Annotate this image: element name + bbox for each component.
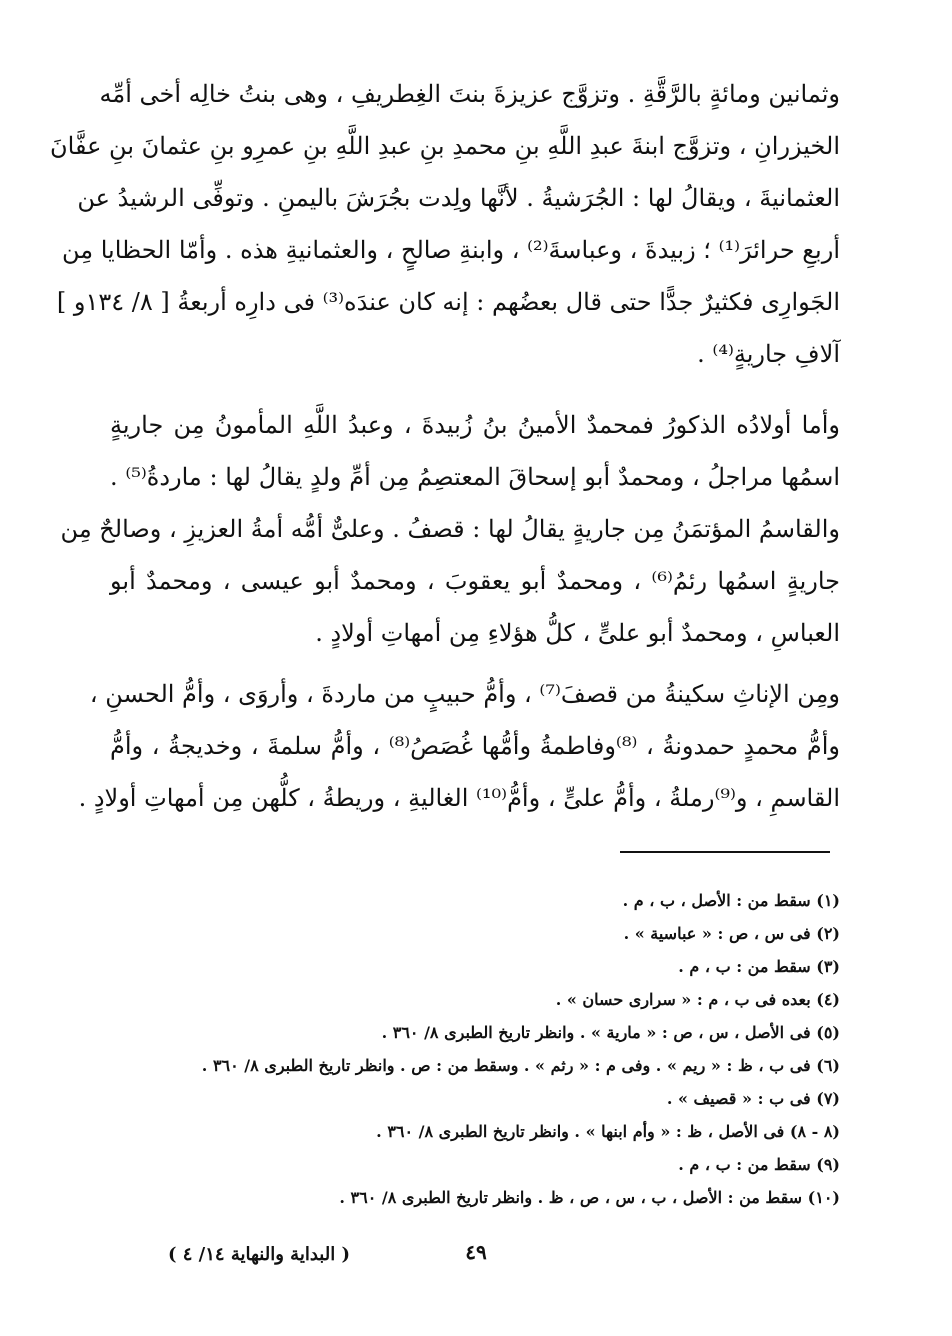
body-line: القاسمِ ، و⁽⁹⁾رملةُ ، وأمُّ علىٍّ ، وأمُّ⁽¹⁰⁾ الغاليةِ ، وريطةُ ، كلُّهن مِن أمهاتِ أولادٍ .	[78, 784, 840, 812]
body-line: العباسِ ، ومحمدٌ أبو علىٍّ ، كلُّ هؤلاءِ مِن أمهاتِ أولادٍ .	[315, 619, 840, 647]
footnote: (٤) بعده فى ب ، م : « سرارى حسان » .	[555, 990, 840, 1009]
body-line: ومِن الإناثِ سكينةُ من قصفَ⁽⁷⁾ ، وأمُّ حبيبٍ من ماردةَ ، وأروَى ، وأمُّ الحسنِ ،	[89, 680, 840, 708]
book-title: ( البداية والنهاية ١٤/ ٤ )	[167, 1244, 350, 1265]
body-line: وأمُّ محمدٍ حمدونةُ ، ⁽⁸⁾وفاطمةُ وأمُّها غُصَصُ⁽⁸⁾ ، وأمُّ سلمةَ ، وخديجةُ ، وأمُّ	[110, 732, 840, 760]
body-line: الخيزرانِ ، وتزوَّج ابنةَ عبدِ اللَّهِ بنِ محمدِ بنِ عبدِ اللَّهِ بنِ عمرِو بنِ عثمانَ بنِ عفَّانَ	[50, 132, 840, 160]
body-line: العثمانيةَ ، ويقالُ لها : الجُرَشيةُ . لأنَّها ولِدت بجُرَشَ باليمنِ . وتوفِّى الرشيدُ عن	[77, 184, 840, 212]
body-line: وأما أولادُه الذكورُ فمحمدٌ الأمينُ بنُ زُبيدةَ ، وعبدُ اللَّهِ المأمونُ مِن جاريةٍ	[110, 411, 840, 439]
footnote: (٣) سقط من : ب ، م .	[678, 957, 840, 976]
footnote: (٥) فى الأصل ، س ، ص : « مارية » . وانظر تاريخ الطبرى ٨/ ٣٦٠ .	[381, 1023, 840, 1042]
body-line: آلافِ جاريةٍ⁽⁴⁾ .	[697, 340, 840, 368]
body-line: وثمانين ومائةٍ بالرَّقَّةِ . وتزوَّج عزيزةَ بنتَ الغِطريفِ ، وهى بنتُ خالِه أخى أمِّه	[99, 80, 840, 108]
page-number: ٤٩	[465, 1240, 487, 1264]
footnote: (٧) فى ب : « قصيف » .	[666, 1089, 840, 1108]
body-line: جاريةٍ اسمُها رئمُ⁽⁶⁾ ، ومحمدٌ أبو يعقوبَ ، ومحمدٌ أبو عيسى ، ومحمدٌ أبو	[110, 567, 840, 595]
footnote: (٦) فى ب ، ظ : « ريم » . وفى م : « رثم » . وسقط من : ص . وانظر تاريخ الطبرى ٨/ ٣٦٠ .	[201, 1056, 840, 1075]
footnote: (١٠) سقط من : الأصل ، ب ، س ، ص ، ظ . وانظر تاريخ الطبرى ٨/ ٣٦٠ .	[339, 1188, 840, 1207]
footnote: (٨ - ٨) فى الأصل ، ظ : « وأم ابنها » . وانظر تاريخ الطبرى ٨/ ٣٦٠ .	[376, 1122, 840, 1141]
footnote: (٩) سقط من : ب ، م .	[678, 1155, 840, 1174]
body-line: أربعِ حرائرَ⁽¹⁾ ؛ زبيدةَ ، وعباسةَ⁽²⁾ ، وابنةِ صالحٍ ، والعثمانيةِ هذه . وأمّا الحظايا مِن	[61, 236, 840, 264]
body-line: والقاسمُ المؤتمَنُ مِن جاريةٍ يقالُ لها : قصفُ . وعلىٌّ أمُّه أمةُ العزيزِ ، وصالحٌ مِن	[60, 515, 840, 543]
footnote: (٢) فى س ، ص : « عباسية » .	[623, 924, 840, 943]
footnote-divider	[620, 851, 830, 853]
footnote: (١) سقط من : الأصل ، ب ، م .	[622, 891, 840, 910]
body-line: الجَوارِى فكثيرٌ جدًّا حتى قال بعضُهم : إنه كان عندَه⁽³⁾ فى دارِه أربعةُ [ ٨/ ١٣٤و ]	[56, 288, 840, 316]
body-line: اسمُها مراجلُ ، ومحمدٌ أبو إسحاقَ المعتصِمُ مِن أمِّ ولدٍ يقالُ لها : ماردةُ⁽⁵⁾ .	[110, 463, 840, 491]
